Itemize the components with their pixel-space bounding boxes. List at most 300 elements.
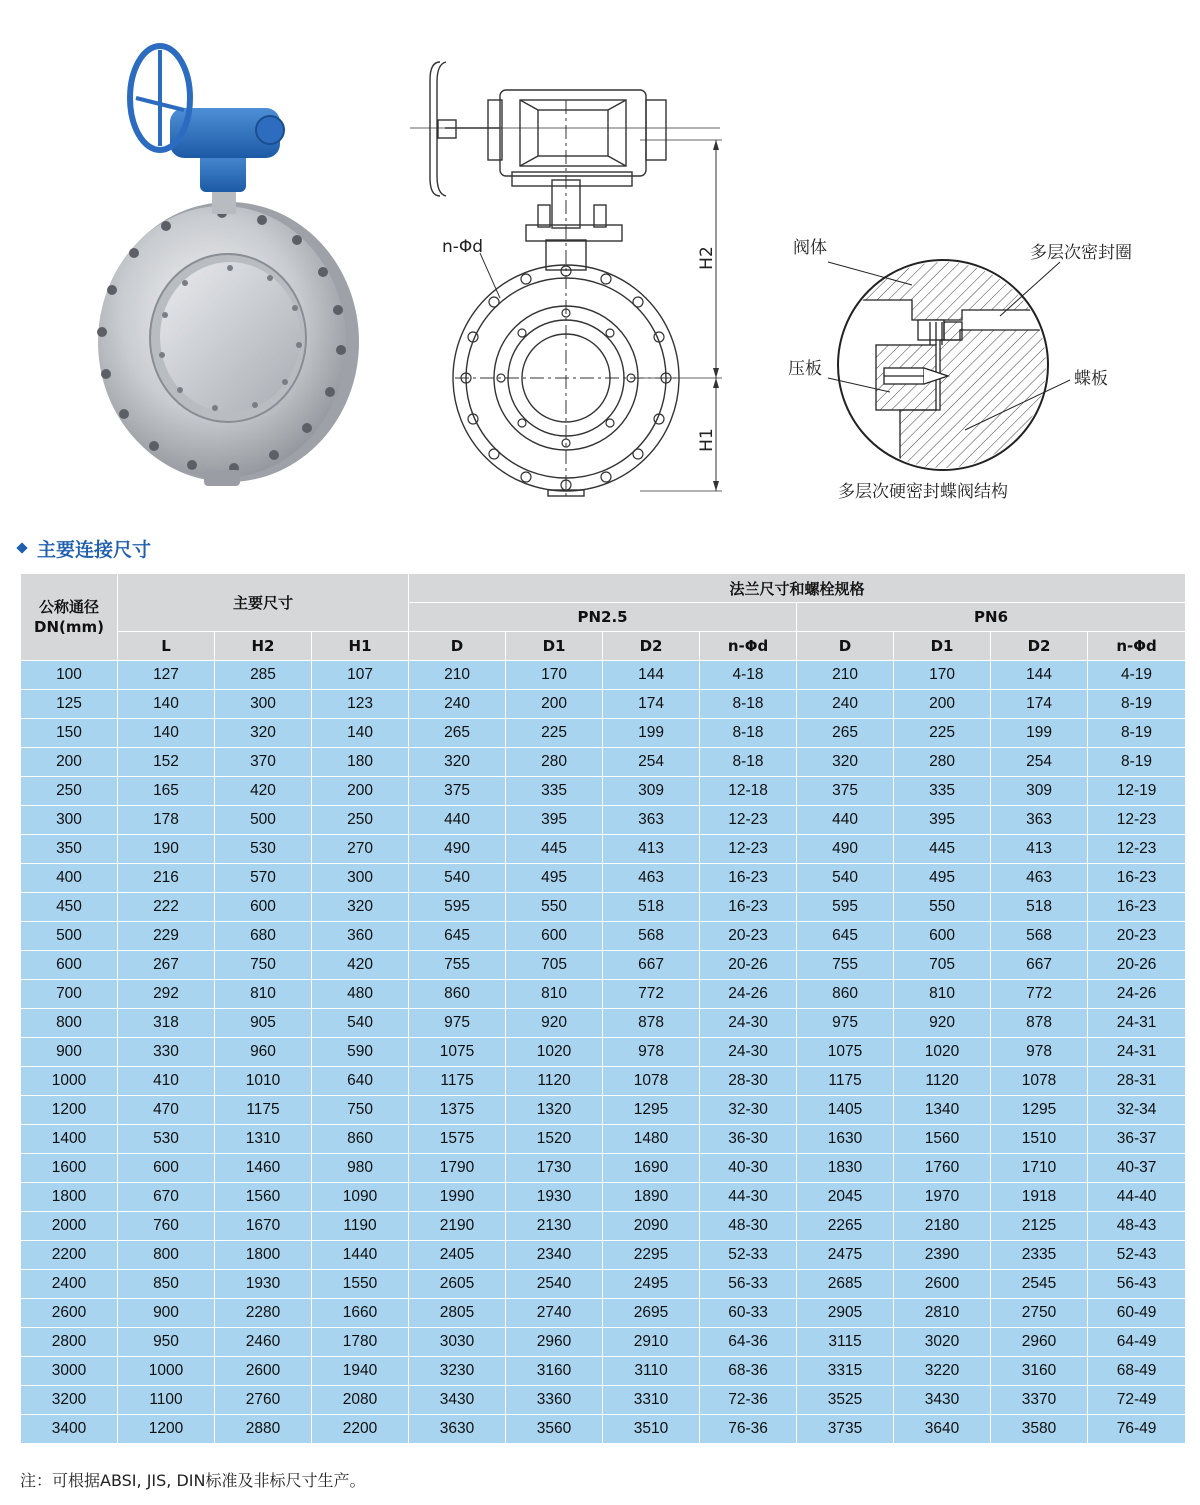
table-cell: 1120 — [506, 1067, 603, 1096]
table-cell: 60-49 — [1088, 1299, 1186, 1328]
table-cell: 395 — [506, 806, 603, 835]
table-cell: 1020 — [506, 1038, 603, 1067]
table-cell: 440 — [409, 806, 506, 835]
table-cell: 3510 — [603, 1415, 700, 1444]
table-cell: 2390 — [894, 1241, 991, 1270]
table-cell: 878 — [603, 1009, 700, 1038]
table-cell: 1075 — [409, 1038, 506, 1067]
table-cell: 64-49 — [1088, 1328, 1186, 1357]
table-cell: 705 — [894, 951, 991, 980]
header-col-pn25-d: D — [409, 632, 506, 661]
table-cell: 1560 — [894, 1125, 991, 1154]
table-cell: 3230 — [409, 1357, 506, 1386]
table-cell: 76-49 — [1088, 1415, 1186, 1444]
table-cell: 2495 — [603, 1270, 700, 1299]
table-cell: 2600 — [894, 1270, 991, 1299]
header-col-pn6-nphid: n-Φd — [1088, 632, 1186, 661]
table-cell: 12-19 — [1088, 777, 1186, 806]
footnote: 注：可根据ABSI, JIS, DIN标准及非标尺寸生产。 — [20, 1471, 366, 1490]
table-cell: 640 — [312, 1067, 409, 1096]
table-cell: 1730 — [506, 1154, 603, 1183]
table-cell: 335 — [506, 777, 603, 806]
table-cell: 1600 — [21, 1154, 118, 1183]
table-cell: 1990 — [409, 1183, 506, 1212]
table-row — [21, 835, 1186, 864]
table-cell: 267 — [118, 951, 215, 980]
table-cell: 250 — [312, 806, 409, 835]
table-row — [21, 1183, 1186, 1212]
table-cell: 127 — [118, 661, 215, 690]
table-cell: 760 — [118, 1212, 215, 1241]
table-row — [21, 864, 1186, 893]
table-cell: 810 — [894, 980, 991, 1009]
table-cell: 12-23 — [1088, 835, 1186, 864]
table-row — [21, 1009, 1186, 1038]
table-cell: 250 — [21, 777, 118, 806]
table-row — [21, 951, 1186, 980]
table-cell: 400 — [21, 864, 118, 893]
table-cell: 40-30 — [700, 1154, 797, 1183]
table-cell: 240 — [409, 690, 506, 719]
table-cell: 1078 — [991, 1067, 1088, 1096]
table-cell: 2000 — [21, 1212, 118, 1241]
table-row — [21, 1415, 1186, 1444]
header-col-h1: H1 — [312, 632, 409, 661]
table-cell: 370 — [215, 748, 312, 777]
table-cell: 150 — [21, 719, 118, 748]
table-cell: 2475 — [797, 1241, 894, 1270]
table-cell: 2200 — [21, 1241, 118, 1270]
table-row — [21, 1357, 1186, 1386]
table-cell: 600 — [506, 922, 603, 951]
table-cell: 36-37 — [1088, 1125, 1186, 1154]
table-cell: 772 — [603, 980, 700, 1009]
table-cell: 810 — [215, 980, 312, 1009]
section-title: 主要连接尺寸 — [37, 538, 152, 561]
table-cell: 2540 — [506, 1270, 603, 1299]
table-cell: 52-43 — [1088, 1241, 1186, 1270]
table-cell: 363 — [603, 806, 700, 835]
table-cell: 200 — [506, 690, 603, 719]
table-cell: 1918 — [991, 1183, 1088, 1212]
table-cell: 568 — [991, 922, 1088, 951]
table-cell: 36-30 — [700, 1125, 797, 1154]
table-cell: 140 — [312, 719, 409, 748]
table-cell: 1405 — [797, 1096, 894, 1125]
table-cell: 530 — [118, 1125, 215, 1154]
header-col-pn6-d: D — [797, 632, 894, 661]
table-cell: 190 — [118, 835, 215, 864]
table-cell: 1790 — [409, 1154, 506, 1183]
table-cell: 2600 — [21, 1299, 118, 1328]
table-cell: 144 — [991, 661, 1088, 690]
table-cell: 1760 — [894, 1154, 991, 1183]
table-cell: 800 — [21, 1009, 118, 1038]
table-cell: 300 — [312, 864, 409, 893]
table-cell: 2280 — [215, 1299, 312, 1328]
table-cell: 68-36 — [700, 1357, 797, 1386]
header-col-pn25-d2: D2 — [603, 632, 700, 661]
table-cell: 463 — [991, 864, 1088, 893]
table-cell: 60-33 — [700, 1299, 797, 1328]
table-cell: 216 — [118, 864, 215, 893]
table-cell: 1310 — [215, 1125, 312, 1154]
table-cell: 360 — [312, 922, 409, 951]
table-cell: 1520 — [506, 1125, 603, 1154]
table-cell: 125 — [21, 690, 118, 719]
table-cell: 320 — [409, 748, 506, 777]
table-cell: 3110 — [603, 1357, 700, 1386]
table-cell: 810 — [506, 980, 603, 1009]
table-cell: 705 — [506, 951, 603, 980]
detail-label-body: 阀体 — [793, 238, 827, 258]
table-cell: 170 — [506, 661, 603, 690]
table-cell: 180 — [312, 748, 409, 777]
table-cell: 3000 — [21, 1357, 118, 1386]
table-cell: 3160 — [991, 1357, 1088, 1386]
table-cell: 1000 — [21, 1067, 118, 1096]
table-cell: 1120 — [894, 1067, 991, 1096]
table-cell: 2130 — [506, 1212, 603, 1241]
header-col-pn25-d1: D1 — [506, 632, 603, 661]
drawing-label-h2: H2 — [697, 246, 717, 270]
header-flange: 法兰尺寸和螺栓规格 — [409, 574, 1186, 603]
table-cell: 265 — [409, 719, 506, 748]
table-cell: 222 — [118, 893, 215, 922]
table-cell: 100 — [21, 661, 118, 690]
table-cell: 850 — [118, 1270, 215, 1299]
table-cell: 480 — [312, 980, 409, 1009]
table-cell: 4-19 — [1088, 661, 1186, 690]
table-cell: 1200 — [21, 1096, 118, 1125]
table-cell: 44-40 — [1088, 1183, 1186, 1212]
table-cell: 600 — [894, 922, 991, 951]
table-cell: 1575 — [409, 1125, 506, 1154]
table-cell: 72-36 — [700, 1386, 797, 1415]
table-cell: 265 — [797, 719, 894, 748]
table-cell: 440 — [797, 806, 894, 835]
table-cell: 2880 — [215, 1415, 312, 1444]
table-cell: 280 — [506, 748, 603, 777]
table-cell: 16-23 — [700, 864, 797, 893]
table-cell: 595 — [409, 893, 506, 922]
table-cell: 330 — [118, 1038, 215, 1067]
table-cell: 495 — [506, 864, 603, 893]
table-cell: 2090 — [603, 1212, 700, 1241]
table-cell: 8-18 — [700, 719, 797, 748]
table-cell: 20-26 — [700, 951, 797, 980]
drawing-label-h1: H1 — [697, 428, 717, 452]
table-cell: 3400 — [21, 1415, 118, 1444]
table-cell: 3200 — [21, 1386, 118, 1415]
table-cell: 300 — [215, 690, 312, 719]
table-cell: 320 — [312, 893, 409, 922]
table-cell: 645 — [797, 922, 894, 951]
table-cell: 20-23 — [700, 922, 797, 951]
table-cell: 495 — [894, 864, 991, 893]
table-cell: 3030 — [409, 1328, 506, 1357]
table-cell: 24-26 — [1088, 980, 1186, 1009]
table-cell: 3430 — [894, 1386, 991, 1415]
table-cell: 1780 — [312, 1328, 409, 1357]
table-cell: 2295 — [603, 1241, 700, 1270]
header-col-l: L — [118, 632, 215, 661]
drawing-label-nphi: n-Φd — [442, 237, 484, 257]
table-cell: 2600 — [215, 1357, 312, 1386]
table-cell: 140 — [118, 719, 215, 748]
spec-table-body — [21, 661, 1186, 1444]
table-cell: 225 — [506, 719, 603, 748]
table-cell: 750 — [215, 951, 312, 980]
table-cell: 2180 — [894, 1212, 991, 1241]
table-cell: 2800 — [21, 1328, 118, 1357]
table-cell: 254 — [603, 748, 700, 777]
table-cell: 56-43 — [1088, 1270, 1186, 1299]
table-cell: 152 — [118, 748, 215, 777]
table-cell: 1630 — [797, 1125, 894, 1154]
table-cell: 1560 — [215, 1183, 312, 1212]
table-cell: 667 — [603, 951, 700, 980]
table-cell: 470 — [118, 1096, 215, 1125]
table-cell: 350 — [21, 835, 118, 864]
table-cell: 107 — [312, 661, 409, 690]
table-cell: 24-26 — [700, 980, 797, 1009]
table-cell: 199 — [603, 719, 700, 748]
table-cell: 920 — [506, 1009, 603, 1038]
table-cell: 309 — [991, 777, 1088, 806]
table-cell: 750 — [312, 1096, 409, 1125]
table-cell: 3315 — [797, 1357, 894, 1386]
table-cell: 600 — [21, 951, 118, 980]
table-cell: 320 — [215, 719, 312, 748]
table-cell: 420 — [312, 951, 409, 980]
table-cell: 20-26 — [1088, 951, 1186, 980]
table-cell: 1550 — [312, 1270, 409, 1299]
table-cell: 530 — [215, 835, 312, 864]
table-cell: 1175 — [797, 1067, 894, 1096]
table-cell: 1800 — [21, 1183, 118, 1212]
table-cell: 2460 — [215, 1328, 312, 1357]
table-cell: 518 — [991, 893, 1088, 922]
header-col-pn25-nphid: n-Φd — [700, 632, 797, 661]
header-main-dims: 主要尺寸 — [118, 574, 409, 632]
table-cell: 445 — [506, 835, 603, 864]
table-cell: 800 — [118, 1241, 215, 1270]
section-heading — [18, 533, 151, 563]
table-row — [21, 1067, 1186, 1096]
table-cell: 1440 — [312, 1241, 409, 1270]
table-cell: 16-23 — [1088, 864, 1186, 893]
spec-table — [20, 573, 1186, 1444]
table-row — [21, 1386, 1186, 1415]
table-cell: 540 — [797, 864, 894, 893]
table-cell: 1400 — [21, 1125, 118, 1154]
table-row — [21, 922, 1186, 951]
table-cell: 2265 — [797, 1212, 894, 1241]
figure-area — [0, 0, 1200, 515]
table-row — [21, 1154, 1186, 1183]
table-cell: 2400 — [21, 1270, 118, 1299]
table-row — [21, 1038, 1186, 1067]
table-row — [21, 719, 1186, 748]
table-cell: 975 — [797, 1009, 894, 1038]
table-cell: 24-31 — [1088, 1038, 1186, 1067]
table-cell: 960 — [215, 1038, 312, 1067]
table-cell: 210 — [409, 661, 506, 690]
table-cell: 48-43 — [1088, 1212, 1186, 1241]
table-cell: 318 — [118, 1009, 215, 1038]
table-cell: 595 — [797, 893, 894, 922]
table-cell: 755 — [797, 951, 894, 980]
table-row — [21, 893, 1186, 922]
table-cell: 1970 — [894, 1183, 991, 1212]
table-cell: 1660 — [312, 1299, 409, 1328]
table-cell: 1020 — [894, 1038, 991, 1067]
table-cell: 52-33 — [700, 1241, 797, 1270]
table-cell: 24-30 — [700, 1009, 797, 1038]
table-cell: 410 — [118, 1067, 215, 1096]
table-cell: 568 — [603, 922, 700, 951]
table-cell: 1510 — [991, 1125, 1088, 1154]
table-cell: 4-18 — [700, 661, 797, 690]
table-cell: 600 — [215, 893, 312, 922]
table-cell: 1190 — [312, 1212, 409, 1241]
table-cell: 12-23 — [1088, 806, 1186, 835]
table-cell: 165 — [118, 777, 215, 806]
table-cell: 28-30 — [700, 1067, 797, 1096]
diamond-bullet-icon — [16, 542, 27, 553]
table-cell: 72-49 — [1088, 1386, 1186, 1415]
table-cell: 1375 — [409, 1096, 506, 1125]
table-cell: 320 — [797, 748, 894, 777]
table-cell: 200 — [21, 748, 118, 777]
table-cell: 600 — [118, 1154, 215, 1183]
table-cell: 2910 — [603, 1328, 700, 1357]
table-row — [21, 1241, 1186, 1270]
table-cell: 3020 — [894, 1328, 991, 1357]
table-cell: 254 — [991, 748, 1088, 777]
table-cell: 2045 — [797, 1183, 894, 1212]
table-cell: 3735 — [797, 1415, 894, 1444]
table-cell: 2340 — [506, 1241, 603, 1270]
table-cell: 64-36 — [700, 1328, 797, 1357]
table-cell: 309 — [603, 777, 700, 806]
table-cell: 3430 — [409, 1386, 506, 1415]
table-row — [21, 748, 1186, 777]
table-cell: 2760 — [215, 1386, 312, 1415]
table-cell: 12-23 — [700, 806, 797, 835]
table-cell: 1010 — [215, 1067, 312, 1096]
table-cell: 905 — [215, 1009, 312, 1038]
table-cell: 1940 — [312, 1357, 409, 1386]
table-cell: 44-30 — [700, 1183, 797, 1212]
table-cell: 1890 — [603, 1183, 700, 1212]
table-cell: 2695 — [603, 1299, 700, 1328]
table-cell: 375 — [409, 777, 506, 806]
header-pn25: PN2.5 — [409, 603, 797, 632]
table-cell: 1710 — [991, 1154, 1088, 1183]
table-cell: 3115 — [797, 1328, 894, 1357]
table-cell: 2750 — [991, 1299, 1088, 1328]
table-cell: 920 — [894, 1009, 991, 1038]
table-cell: 670 — [118, 1183, 215, 1212]
table-cell: 900 — [118, 1299, 215, 1328]
table-cell: 3580 — [991, 1415, 1088, 1444]
table-cell: 980 — [312, 1154, 409, 1183]
table-cell: 667 — [991, 951, 1088, 980]
table-cell: 280 — [894, 748, 991, 777]
table-cell: 48-30 — [700, 1212, 797, 1241]
table-cell: 878 — [991, 1009, 1088, 1038]
header-col-pn6-d2: D2 — [991, 632, 1088, 661]
table-cell: 1295 — [603, 1096, 700, 1125]
table-cell: 2740 — [506, 1299, 603, 1328]
table-cell: 300 — [21, 806, 118, 835]
table-cell: 3525 — [797, 1386, 894, 1415]
table-cell: 1460 — [215, 1154, 312, 1183]
table-row — [21, 690, 1186, 719]
table-cell: 2190 — [409, 1212, 506, 1241]
table-cell: 1200 — [118, 1415, 215, 1444]
table-cell: 860 — [312, 1125, 409, 1154]
table-row — [21, 1212, 1186, 1241]
table-cell: 24-30 — [700, 1038, 797, 1067]
table-cell: 3370 — [991, 1386, 1088, 1415]
table-cell: 860 — [409, 980, 506, 1009]
table-cell: 413 — [603, 835, 700, 864]
table-cell: 225 — [894, 719, 991, 748]
table-row — [21, 1270, 1186, 1299]
table-cell: 450 — [21, 893, 118, 922]
table-cell: 8-18 — [700, 748, 797, 777]
table-cell: 144 — [603, 661, 700, 690]
table-cell: 240 — [797, 690, 894, 719]
table-cell: 16-23 — [700, 893, 797, 922]
table-cell: 772 — [991, 980, 1088, 1009]
table-cell: 570 — [215, 864, 312, 893]
table-cell: 3560 — [506, 1415, 603, 1444]
table-cell: 1090 — [312, 1183, 409, 1212]
table-cell: 420 — [215, 777, 312, 806]
table-cell: 413 — [991, 835, 1088, 864]
table-row — [21, 806, 1186, 835]
table-cell: 24-31 — [1088, 1009, 1186, 1038]
table-cell: 270 — [312, 835, 409, 864]
detail-label-seal: 多层次密封圈 — [1030, 243, 1132, 263]
table-cell: 2405 — [409, 1241, 506, 1270]
table-cell: 700 — [21, 980, 118, 1009]
table-cell: 860 — [797, 980, 894, 1009]
table-cell: 445 — [894, 835, 991, 864]
table-cell: 285 — [215, 661, 312, 690]
detail-label-disc: 蝶板 — [1074, 369, 1108, 389]
table-cell: 1175 — [409, 1067, 506, 1096]
table-cell: 40-37 — [1088, 1154, 1186, 1183]
table-cell: 3630 — [409, 1415, 506, 1444]
table-cell: 1000 — [118, 1357, 215, 1386]
table-cell: 3310 — [603, 1386, 700, 1415]
table-cell: 200 — [312, 777, 409, 806]
table-cell: 12-18 — [700, 777, 797, 806]
table-cell: 2960 — [991, 1328, 1088, 1357]
table-cell: 16-23 — [1088, 893, 1186, 922]
table-row — [21, 1096, 1186, 1125]
table-cell: 28-31 — [1088, 1067, 1186, 1096]
table-cell: 20-23 — [1088, 922, 1186, 951]
table-cell: 978 — [603, 1038, 700, 1067]
table-cell: 975 — [409, 1009, 506, 1038]
table-cell: 3360 — [506, 1386, 603, 1415]
